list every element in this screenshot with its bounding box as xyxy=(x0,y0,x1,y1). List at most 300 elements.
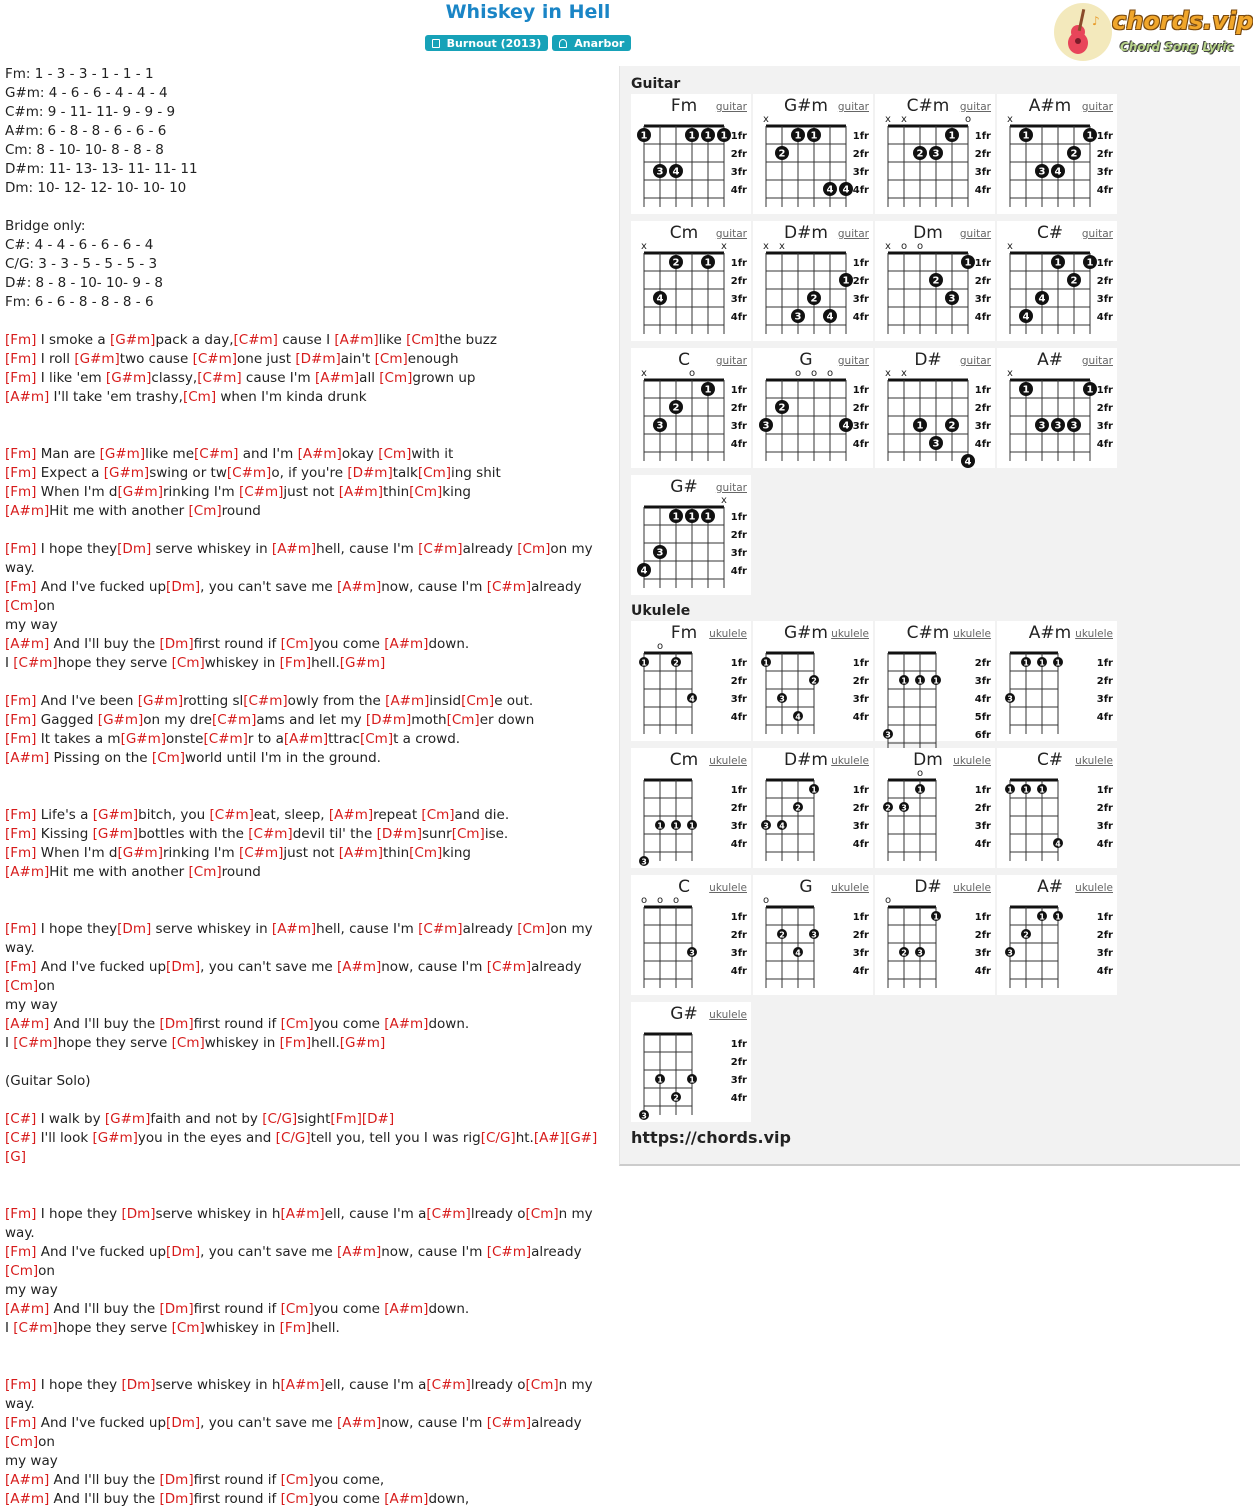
chord-link[interactable]: [Fm] xyxy=(5,693,37,709)
chord-link[interactable]: [Dm] xyxy=(159,1301,194,1317)
chord-link[interactable]: [Cm] xyxy=(451,826,485,842)
ukulele-chord-card[interactable] xyxy=(875,875,995,995)
instrument-link[interactable]: ukulele xyxy=(831,755,869,767)
chord-link[interactable]: [G#m] xyxy=(117,484,163,500)
lyric-text: hope they serve xyxy=(57,1035,172,1051)
muted-string-marker: x xyxy=(901,368,907,379)
chord-link[interactable]: [Cm] xyxy=(461,693,495,709)
open-string-marker: o xyxy=(640,895,648,906)
fret-label: 4fr xyxy=(730,712,747,723)
chord-link[interactable]: [Fm] xyxy=(5,826,37,842)
chord-link[interactable]: [A#m] xyxy=(297,446,342,462)
chord-link[interactable]: [Fm] xyxy=(5,541,37,557)
chord-link[interactable]: [Cm] xyxy=(359,731,394,747)
chord-link[interactable]: [A#m] xyxy=(283,731,329,747)
chord-link[interactable]: [A#m] xyxy=(338,484,383,500)
chord-link[interactable]: [Fm] xyxy=(5,807,37,823)
lyric-line xyxy=(5,103,617,122)
chord-link[interactable]: [G#m] xyxy=(92,807,139,823)
lyric-text: whiskey in xyxy=(204,655,280,671)
chord-link[interactable]: [Fm] xyxy=(5,1206,37,1222)
song-badges xyxy=(0,35,1056,51)
lyric-line xyxy=(5,673,617,692)
chord-link[interactable]: [Cm] xyxy=(525,1206,559,1222)
finger-dot xyxy=(639,657,649,668)
ukulele-chord-card[interactable] xyxy=(631,875,751,995)
chord-link[interactable]: [D#m] xyxy=(376,826,422,842)
lyric-text: eat, sleep, xyxy=(253,807,329,823)
chord-link[interactable]: [G#m] xyxy=(137,693,184,709)
chord-link[interactable]: [C#m] xyxy=(418,921,463,937)
chord-link[interactable]: [G#m] xyxy=(339,1035,386,1051)
chord-link[interactable]: [G#m] xyxy=(104,1111,151,1127)
chord-link[interactable]: [C#m] xyxy=(426,1206,471,1222)
chord-link[interactable]: [G#m] xyxy=(339,655,386,671)
chord-link[interactable]: [C#m] xyxy=(243,693,288,709)
finger-dot xyxy=(669,400,683,414)
lyric-text: I walk by xyxy=(36,1111,105,1127)
chord-link[interactable]: [Cm] xyxy=(188,864,222,880)
chord-link[interactable]: [Dm] xyxy=(159,1491,194,1507)
chord-link[interactable]: [C#m] xyxy=(238,845,284,861)
chord-link[interactable]: [A#m] xyxy=(5,1016,50,1032)
chord-link[interactable]: [C#m] xyxy=(486,1244,532,1260)
instrument-link[interactable]: ukulele xyxy=(1075,628,1113,640)
chord-link[interactable]: [A#] xyxy=(533,1130,565,1146)
fret-label: 1fr xyxy=(730,912,747,923)
guitar-chord-card[interactable] xyxy=(997,221,1117,341)
svg-text:1: 1 xyxy=(688,511,696,523)
lyric-text: , you can't save me xyxy=(200,579,338,595)
chord-link[interactable]: [Cm] xyxy=(171,1320,205,1336)
chord-link[interactable]: [Cm] xyxy=(525,1377,559,1393)
chord-link[interactable]: [Fm] xyxy=(5,484,37,500)
instrument-link[interactable]: guitar xyxy=(837,101,869,113)
lyric-text: When I'm d xyxy=(36,484,118,500)
chord-link[interactable]: [Fm] xyxy=(5,1377,37,1393)
chord-link[interactable]: [Cm] xyxy=(517,541,551,557)
chord-link[interactable]: [Fm] xyxy=(5,579,37,595)
svg-text:4: 4 xyxy=(1022,311,1030,323)
chord-link[interactable]: [A#m] xyxy=(5,750,50,766)
chord-link[interactable]: [G] xyxy=(5,1149,26,1165)
chord-link[interactable]: [G#m] xyxy=(117,845,163,861)
fret-label: 4fr xyxy=(974,439,991,450)
chord-link[interactable]: [Dm] xyxy=(166,1415,201,1431)
chord-link[interactable]: [C#] xyxy=(5,1130,37,1146)
ukulele-chord-card[interactable] xyxy=(875,621,995,741)
lyric-text: you come, xyxy=(313,1472,385,1488)
artist-badge[interactable] xyxy=(552,35,631,51)
finger-dot xyxy=(653,545,667,559)
chord-link[interactable]: [A#m] xyxy=(5,864,50,880)
lyric-text: I like 'em xyxy=(36,370,106,386)
instrument-link[interactable]: guitar xyxy=(1081,355,1113,367)
instrument-link[interactable]: guitar xyxy=(715,228,747,240)
chord-link[interactable]: [Cm] xyxy=(374,351,408,367)
lyric-text: serve whiskey in xyxy=(151,921,272,937)
chord-link[interactable]: [Cm] xyxy=(171,1035,205,1051)
chord-link[interactable]: [Dm] xyxy=(159,1472,194,1488)
ukulele-chord-card[interactable] xyxy=(753,748,873,868)
chord-link[interactable]: [G#m] xyxy=(92,826,139,842)
chord-link[interactable]: [Dm] xyxy=(166,959,201,975)
chord-link[interactable]: [Fm] xyxy=(5,446,37,462)
svg-text:2: 2 xyxy=(778,402,786,414)
chord-link[interactable]: [C#m] xyxy=(226,465,272,481)
lyric-text: I'll take 'em trashy, xyxy=(49,389,183,405)
chord-link[interactable]: [Cm] xyxy=(280,1472,314,1488)
ukulele-chord-card[interactable] xyxy=(997,875,1117,995)
chord-link[interactable]: [G#] xyxy=(564,1130,598,1146)
svg-text:1: 1 xyxy=(689,1075,695,1085)
guitar-chord-card[interactable] xyxy=(631,94,751,214)
chord-name: D# xyxy=(914,350,942,370)
lyric-text: sight xyxy=(297,1111,331,1127)
chord-link[interactable]: [C#m] xyxy=(248,826,293,842)
finger-dot xyxy=(913,146,927,160)
fret-label: 1fr xyxy=(974,258,991,269)
site-url-link[interactable]: https://chords.vip xyxy=(631,1128,791,1147)
chord-link[interactable]: [A#m] xyxy=(271,921,317,937)
chord-link[interactable]: [A#m] xyxy=(384,1016,429,1032)
chord-link[interactable]: [A#m] xyxy=(5,1491,50,1507)
chord-link[interactable]: [Fm] xyxy=(279,655,312,671)
lyric-line xyxy=(5,1452,617,1471)
finger-dot xyxy=(1051,255,1065,269)
chord-link[interactable]: [G#m] xyxy=(92,1130,138,1146)
lyric-line xyxy=(5,806,617,825)
chord-link[interactable]: [A#m] xyxy=(385,693,430,709)
chord-link[interactable]: [Fm] xyxy=(5,959,37,975)
chord-link[interactable]: [Fm] xyxy=(5,1244,37,1260)
chord-link[interactable]: [G#m] xyxy=(74,351,120,367)
chord-link[interactable]: [A#m] xyxy=(280,1206,325,1222)
chord-link[interactable]: [C#m] xyxy=(486,959,532,975)
chord-link[interactable]: [Fm] xyxy=(5,465,37,481)
ukulele-chord-card[interactable] xyxy=(875,748,995,868)
chord-link[interactable]: [G#m] xyxy=(99,446,146,462)
lyric-text: I hope they xyxy=(36,921,118,937)
chord-link[interactable]: [A#m] xyxy=(280,1377,325,1393)
fret-label: 1fr xyxy=(852,658,869,669)
chord-link[interactable]: [Fm] xyxy=(330,1111,362,1127)
site-logo[interactable] xyxy=(1054,3,1253,61)
chord-link[interactable]: [Cm] xyxy=(5,598,39,614)
lyric-line xyxy=(5,882,617,901)
instrument-link[interactable]: guitar xyxy=(1081,228,1113,240)
chord-link[interactable]: [Cm] xyxy=(182,389,217,405)
instrument-link[interactable]: ukulele xyxy=(709,1009,747,1021)
guitar-chord-card[interactable] xyxy=(753,94,873,214)
chord-link[interactable]: [D#] xyxy=(361,1111,395,1127)
chord-link[interactable]: [A#m] xyxy=(337,1244,382,1260)
chord-link[interactable]: [A#m] xyxy=(337,959,382,975)
svg-text:1: 1 xyxy=(689,821,695,831)
guitar-chord-card[interactable] xyxy=(997,348,1117,468)
chord-link[interactable]: [G#m] xyxy=(103,465,150,481)
svg-text:3: 3 xyxy=(885,730,891,740)
chord-link[interactable]: [C#m] xyxy=(486,1415,532,1431)
chord-link[interactable]: [G#m] xyxy=(97,712,144,728)
chord-link[interactable]: [A#m] xyxy=(334,332,379,348)
instrument-link[interactable]: guitar xyxy=(1081,101,1113,113)
chord-link[interactable]: [C#m] xyxy=(486,579,532,595)
open-string-marker: o xyxy=(762,895,770,906)
chord-link[interactable]: [Dm] xyxy=(166,579,201,595)
chord-link[interactable]: [C/G] xyxy=(262,1111,298,1127)
lyric-text: cause I'm xyxy=(241,370,315,386)
lyric-line xyxy=(5,1281,617,1300)
guitar-chord-card[interactable] xyxy=(753,221,873,341)
lyric-line xyxy=(5,65,617,84)
guitar-chord-card[interactable] xyxy=(631,221,751,341)
muted-string-marker: x xyxy=(763,241,769,252)
chord-link[interactable]: [A#m] xyxy=(384,636,429,652)
ukulele-chord-card[interactable] xyxy=(753,621,873,741)
lyric-text: (Guitar Solo) xyxy=(5,1073,91,1089)
chord-link[interactable]: [Dm] xyxy=(117,541,152,557)
instrument-link[interactable]: guitar xyxy=(715,482,747,494)
chord-link[interactable]: [C#m] xyxy=(194,446,239,462)
chord-link[interactable]: [C#m] xyxy=(426,1377,471,1393)
finger-dot xyxy=(883,729,893,740)
lyric-line xyxy=(5,84,617,103)
chord-link[interactable]: [A#m] xyxy=(337,1415,382,1431)
lyric-text: And I'll buy the xyxy=(49,636,160,652)
instrument-link[interactable]: guitar xyxy=(959,355,991,367)
fret-label: 2fr xyxy=(730,403,747,414)
lyric-text: first round if xyxy=(193,636,281,652)
chord-link[interactable]: [Cm] xyxy=(188,503,222,519)
chord-link[interactable]: [A#m] xyxy=(5,1301,50,1317)
guitar-chord-card[interactable] xyxy=(875,348,995,468)
lyric-line xyxy=(5,369,617,388)
chord-link[interactable]: [C#m] xyxy=(197,370,242,386)
instrument-link[interactable]: guitar xyxy=(837,355,869,367)
chord-link[interactable]: [C#m] xyxy=(233,332,278,348)
instrument-link[interactable]: ukulele xyxy=(953,755,991,767)
chord-link[interactable]: [D#m] xyxy=(295,351,341,367)
instrument-link[interactable]: ukulele xyxy=(709,628,747,640)
guitar-chord-card[interactable] xyxy=(997,94,1117,214)
chord-link[interactable]: [Cm] xyxy=(378,446,412,462)
chord-link[interactable]: [D#m] xyxy=(365,712,412,728)
finger-dot xyxy=(1051,164,1065,178)
chord-link[interactable]: [C#m] xyxy=(13,655,58,671)
finger-dot xyxy=(791,128,805,142)
chord-link[interactable]: [Cm] xyxy=(517,921,551,937)
fret-label: 2fr xyxy=(730,1057,747,1068)
ukulele-section-heading: Ukulele xyxy=(631,603,691,619)
chord-link[interactable]: [Dm] xyxy=(121,1206,156,1222)
lyric-text: Gagged xyxy=(36,712,98,728)
chord-link[interactable]: [G#m] xyxy=(109,332,156,348)
chord-link[interactable]: [Cm] xyxy=(417,465,451,481)
chord-link[interactable]: [Fm] xyxy=(279,1035,312,1051)
chord-link[interactable]: [Fm] xyxy=(5,731,37,747)
guitar-chord-card[interactable] xyxy=(875,94,995,214)
chord-link[interactable]: [Fm] xyxy=(5,351,37,367)
lyric-text: moth xyxy=(411,712,447,728)
finger-dot xyxy=(687,820,697,831)
instrument-link[interactable]: guitar xyxy=(959,228,991,240)
finger-dot xyxy=(961,255,975,269)
instrument-link[interactable]: ukulele xyxy=(1075,755,1113,767)
chord-link[interactable]: [A#m] xyxy=(5,636,50,652)
chord-link[interactable]: [Cm] xyxy=(280,636,314,652)
chord-link[interactable]: [C#m] xyxy=(418,541,463,557)
chord-link[interactable]: [Fm] xyxy=(5,370,37,386)
fret-label: 1fr xyxy=(730,658,747,669)
chord-link[interactable]: [Dm] xyxy=(117,921,152,937)
chord-link[interactable]: [A#m] xyxy=(384,1301,429,1317)
fret-label: 1fr xyxy=(730,258,747,269)
chord-link[interactable]: [C#m] xyxy=(192,351,238,367)
instrument-link[interactable]: ukulele xyxy=(953,882,991,894)
lyric-line xyxy=(5,1015,617,1034)
svg-text:1: 1 xyxy=(672,511,680,523)
instrument-link[interactable]: ukulele xyxy=(709,882,747,894)
instrument-link[interactable]: guitar xyxy=(715,355,747,367)
ukulele-chord-card[interactable] xyxy=(997,748,1117,868)
chord-link[interactable]: [A#m] xyxy=(328,807,374,823)
chord-link[interactable]: [C/G] xyxy=(275,1130,311,1146)
chord-link[interactable]: [Cm] xyxy=(406,332,440,348)
chord-link[interactable]: [C#m] xyxy=(238,484,284,500)
ukulele-chord-card[interactable] xyxy=(631,748,751,868)
chord-link[interactable]: [C#] xyxy=(5,1111,37,1127)
chord-link[interactable]: [G#m] xyxy=(120,731,167,747)
chord-link[interactable]: [A#m] xyxy=(5,389,50,405)
chord-link[interactable]: [Fm] xyxy=(279,1320,312,1336)
chord-link[interactable]: [C#m] xyxy=(13,1035,58,1051)
lyric-line xyxy=(5,331,617,350)
guitar-chord-card[interactable] xyxy=(631,348,751,468)
chord-link[interactable]: [Dm] xyxy=(121,1377,156,1393)
chord-link[interactable]: [Cm] xyxy=(446,712,480,728)
chord-link[interactable]: [A#m] xyxy=(338,845,383,861)
finger-dot xyxy=(839,418,853,432)
finger-dot xyxy=(793,802,803,813)
fret-label: 4fr xyxy=(1096,712,1113,723)
lyric-text: o, if you're xyxy=(271,465,348,481)
guitar-chord-card[interactable] xyxy=(753,348,873,468)
ukulele-chord-card[interactable] xyxy=(631,1002,751,1122)
svg-text:1: 1 xyxy=(657,1075,663,1085)
fret-label: 4fr xyxy=(730,185,747,196)
lyric-text: whiskey in xyxy=(204,1320,280,1336)
chord-link[interactable]: [A#m] xyxy=(271,541,317,557)
finger-dot xyxy=(655,1074,665,1085)
instrument-link[interactable]: ukulele xyxy=(953,628,991,640)
lyric-text: now, cause I'm xyxy=(381,959,487,975)
chord-link[interactable]: [Cm] xyxy=(171,655,205,671)
fret-label: 3fr xyxy=(852,821,869,832)
instrument-link[interactable]: ukulele xyxy=(1075,882,1113,894)
chord-link[interactable]: [C#m] xyxy=(209,807,254,823)
guitar-chord-card[interactable] xyxy=(875,221,995,341)
svg-text:1: 1 xyxy=(1055,912,1061,922)
chord-link[interactable]: [G#m] xyxy=(105,370,152,386)
chord-link[interactable]: [C#m] xyxy=(13,1320,58,1336)
chord-link[interactable]: [Dm] xyxy=(166,1244,201,1260)
chord-link[interactable]: [C#m] xyxy=(203,731,248,747)
logo-subtitle: Chord Song Lyric xyxy=(1120,40,1234,54)
ukulele-chord-card[interactable] xyxy=(753,875,873,995)
svg-text:3: 3 xyxy=(762,420,770,432)
chord-link[interactable]: [A#m] xyxy=(5,1472,50,1488)
chord-link[interactable]: [Fm] xyxy=(5,845,37,861)
lyric-text: hell. xyxy=(311,1320,340,1336)
chord-link[interactable]: [Cm] xyxy=(409,845,443,861)
chord-link[interactable]: [Cm] xyxy=(280,1016,314,1032)
chord-link[interactable]: [C#m] xyxy=(211,712,257,728)
ukulele-chord-card[interactable] xyxy=(631,621,751,741)
album-badge[interactable] xyxy=(425,35,549,51)
chord-link[interactable]: [Fm] xyxy=(5,712,37,728)
chord-name: C xyxy=(678,877,690,897)
finger-dot xyxy=(807,128,821,142)
lyric-line xyxy=(5,483,617,502)
lyric-text: bottles with the xyxy=(138,826,249,842)
chord-link[interactable]: [Cm] xyxy=(409,484,443,500)
chord-link[interactable]: [A#m] xyxy=(384,1491,429,1507)
chord-link[interactable]: [Cm] xyxy=(151,750,186,766)
instrument-link[interactable]: ukulele xyxy=(709,755,747,767)
instrument-link[interactable]: ukulele xyxy=(831,882,869,894)
chord-link[interactable]: [Dm] xyxy=(159,636,194,652)
fret-label: 4fr xyxy=(852,712,869,723)
fret-label: 3fr xyxy=(852,167,869,178)
chord-name: C xyxy=(678,350,690,370)
chord-link[interactable]: [C/G] xyxy=(480,1130,516,1146)
lyric-line xyxy=(5,1243,617,1281)
fret-label: 1fr xyxy=(974,912,991,923)
chord-link[interactable]: [Cm] xyxy=(5,1434,39,1450)
chord-link[interactable]: [Cm] xyxy=(379,370,413,386)
lyric-text: round xyxy=(221,864,261,880)
fret-label: 4fr xyxy=(974,839,991,850)
chord-link[interactable]: [Fm] xyxy=(5,921,37,937)
chord-link[interactable]: [Fm] xyxy=(5,1415,37,1431)
chord-link[interactable]: [Dm] xyxy=(159,1016,194,1032)
chord-link[interactable]: [Cm] xyxy=(280,1301,314,1317)
lyric-text: devil til' the xyxy=(292,826,377,842)
chord-link[interactable]: [A#m] xyxy=(314,370,360,386)
chord-link[interactable]: [Cm] xyxy=(280,1491,314,1507)
svg-text:4: 4 xyxy=(1038,293,1046,305)
chord-link[interactable]: [A#m] xyxy=(337,579,382,595)
instrument-link[interactable]: guitar xyxy=(837,228,869,240)
svg-text:2: 2 xyxy=(932,275,940,287)
instrument-link[interactable]: guitar xyxy=(715,101,747,113)
ukulele-chord-card[interactable] xyxy=(997,621,1117,741)
svg-text:2: 2 xyxy=(811,676,817,686)
guitar-chord-card[interactable] xyxy=(631,475,751,595)
lyric-line xyxy=(5,1091,617,1110)
chord-link[interactable]: [Cm] xyxy=(421,807,455,823)
chord-link[interactable]: [A#m] xyxy=(5,503,50,519)
chord-link[interactable]: [Fm] xyxy=(5,332,37,348)
chord-link[interactable]: [Cm] xyxy=(5,978,39,994)
chord-link[interactable]: [Cm] xyxy=(5,1263,39,1279)
chord-link[interactable]: [D#m] xyxy=(347,465,393,481)
instrument-link[interactable]: guitar xyxy=(959,101,991,113)
lyric-text: with it xyxy=(411,446,454,462)
instrument-link[interactable]: ukulele xyxy=(831,628,869,640)
lyric-text: first round if xyxy=(193,1301,281,1317)
